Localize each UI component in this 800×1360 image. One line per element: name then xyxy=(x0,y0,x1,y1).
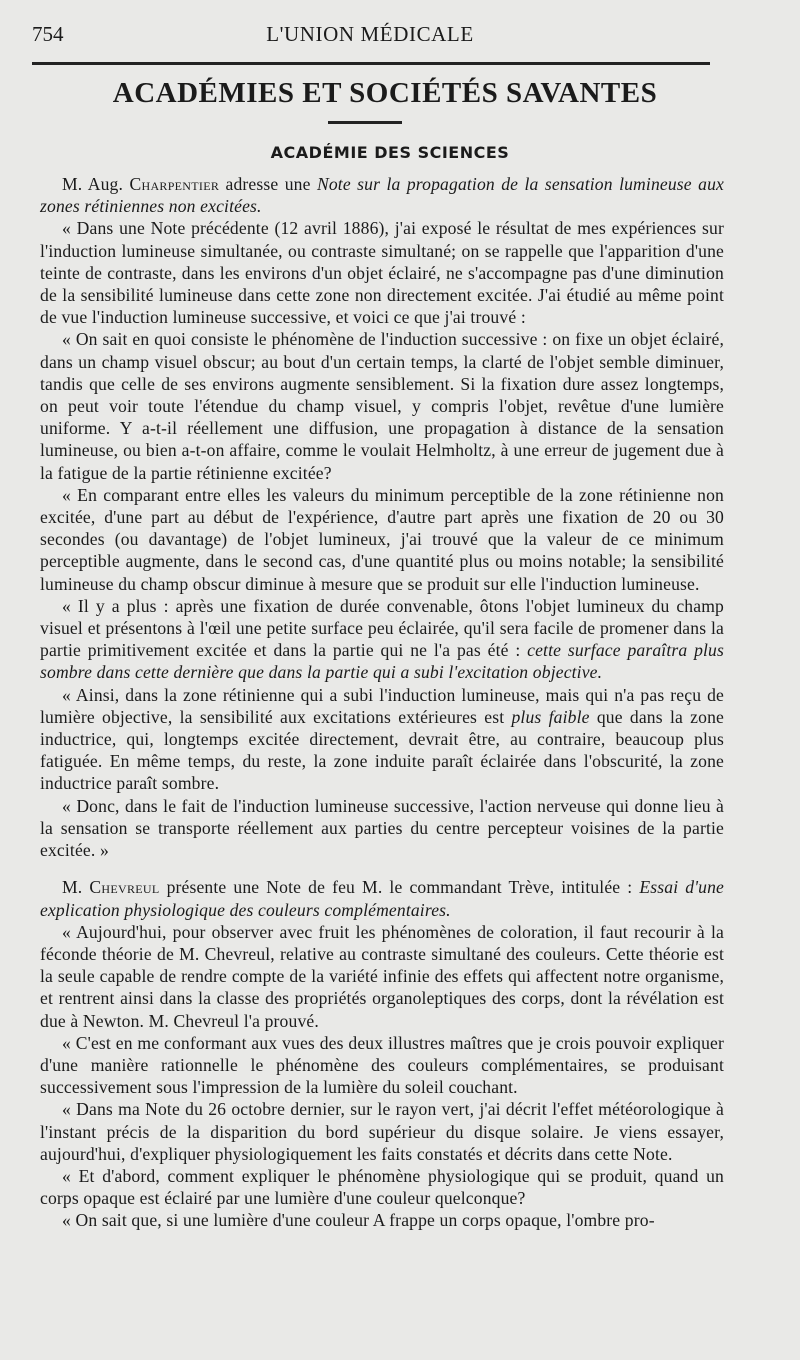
paragraph: M. Chevreul présente une Note de feu M. le commandant Trève, intitulée : Essai d'une explication physiologique des couleurs complémentaires. xyxy=(40,877,724,920)
paragraph: « En comparant entre elles les valeurs du minimum perceptible de la zone rétinienne non excitée, d'une part au début de l'expérience, d'autre part après une fixation de 20 ou 30 secondes (ou davantage) de l'objet lumineux, j'ai trouvé que la valeur de ce minimum perceptible augmente, dans le second cas, d'une quantité plus ou moins notable; la sensibilité lumineuse du champ obscur diminue à mesure que se produit sur elle l'induction lumineuse. xyxy=(40,484,724,594)
author-name: Chevreul xyxy=(89,877,160,898)
note-title: Essai d'une explication physiologique des couleurs complémentaires. xyxy=(40,877,724,920)
running-title: L'UNION MÉDICALE xyxy=(266,22,474,46)
article-body xyxy=(40,173,724,1232)
paragraph: « Donc, dans le fait de l'induction lumineuse successive, l'action nerveuse qui donne lieu à la sensation se transporte réellement aux parties du centre percepteur voisines de la partie excitée. » xyxy=(40,795,724,861)
paragraph: M. Aug. Charpentier adresse une Note sur la propagation de la sensation lumineuse aux zones rétiniennes non excitées. xyxy=(40,174,724,217)
paragraph: « Dans ma Note du 26 octobre dernier, sur le rayon vert, j'ai décrit l'effet météorologique à l'instant précis de la disparition du bord supérieur du disque solaire. Je viens essayer, aujourd'hui, d'expliquer physiologiquement les faits constatés et décrits dans cette Note. xyxy=(40,1099,724,1164)
paragraph: « Et d'abord, comment expliquer le phénomène physiologique qui se produit, quand un corps opaque est éclairé par une lumière d'une couleur quelconque? xyxy=(40,1165,724,1209)
paragraph: « On sait que, si une lumière d'une couleur A frappe un corps opaque, l'ombre pro- xyxy=(62,1210,655,1231)
paragraph: « Il y a plus : après une fixation de durée convenable, ôtons l'objet lumineux du champ visuel et présentons à l'œil une petite surface peu éclairée, qu'il sera facile de promener dans la partie primitivement excitée et dans la partie qui ne l'a pas été : cette surface paraîtra plus sombre dans cette dernière que dans la partie qui a subi l'excitation objective. xyxy=(40,595,724,683)
header-rule xyxy=(32,62,710,65)
paragraph: « Aujourd'hui, pour observer avec fruit les phénomènes de coloration, il faut recourir à la féconde théorie de M. Chevreul, relative au contraste simultané des couleurs. Cette théorie est la seule capable de rendre compte de la variété infinie des effets qui affectent notre organisme, et rentrent ainsi dans la classe des propriétés organoleptiques des corps, dont la révélation est due à Newton. M. Chevreul l'a prouvé. xyxy=(40,921,724,1031)
page-number: 754 xyxy=(32,22,64,46)
section-subtitle: ACADÉMIE DES SCIENCES xyxy=(270,143,510,162)
running-header xyxy=(32,22,708,50)
title-rule xyxy=(328,121,402,124)
note-title: Note sur la propagation de la sensation lumineuse aux zones rétiniennes non excitées. xyxy=(40,174,724,217)
paragraph: « On sait en quoi consiste le phénomène de l'induction successive : on fixe un objet éclairé, dans un champ visuel obscur; au bout d'un certain temps, la clarté de l'objet semble diminuer, tandis que celle de ses environs augmente sensiblement. Si la fixation dure assez longtemps, on peut voir toute l'étendue du champ visuel, y compris l'objet, revêtue d'une lumière uniforme. Y a-t-il réellement une diffusion, une propagation à distance de la sensation lumineuse, ou bien a-t-on affaire, comme le voulait Helmholtz, à une erreur de jugement due à la fatigue de la partie rétinienne excitée? xyxy=(40,329,724,483)
author-name: Charpentier xyxy=(129,174,220,194)
paragraph: « C'est en me conformant aux vues des deux illustres maîtres que je crois pouvoir expliquer d'une manière rationnelle le phénomène des couleurs complémentaires, se produisant successivement sous l'impression de la lumière du soleil couchant. xyxy=(40,1032,724,1098)
paragraph: « Ainsi, dans la zone rétinienne qui a subi l'induction lumineuse, mais qui n'a pas reçu de lumière objective, la sensibilité aux excitations extérieures est plus faible que dans la zone inductrice, qui, longtemps excitée directement, devrait être, au contraire, beaucoup plus fatiguée. En même temps, du reste, la zone induite paraît éclairée dans l'obscurité, la zone inductrice paraît sombre. xyxy=(40,684,724,794)
paragraph: « Dans une Note précédente (12 avril 1886), j'ai exposé le résultat de mes expériences sur l'induction lumineuse simultanée, ou contraste simultané; on se rappelle que l'apparition d'une teinte de contraste, dans les environs d'un objet éclairé, ne s'accompagne pas d'une diminution de la sensibilité lumineuse dans cette zone non directement excitée. J'ai étudié au même point de vue l'induction lumineuse successive, et voici ce que j'ai trouvé : xyxy=(40,218,724,328)
section-title: ACADÉMIES ET SOCIÉTÉS SAVANTES xyxy=(112,77,658,109)
